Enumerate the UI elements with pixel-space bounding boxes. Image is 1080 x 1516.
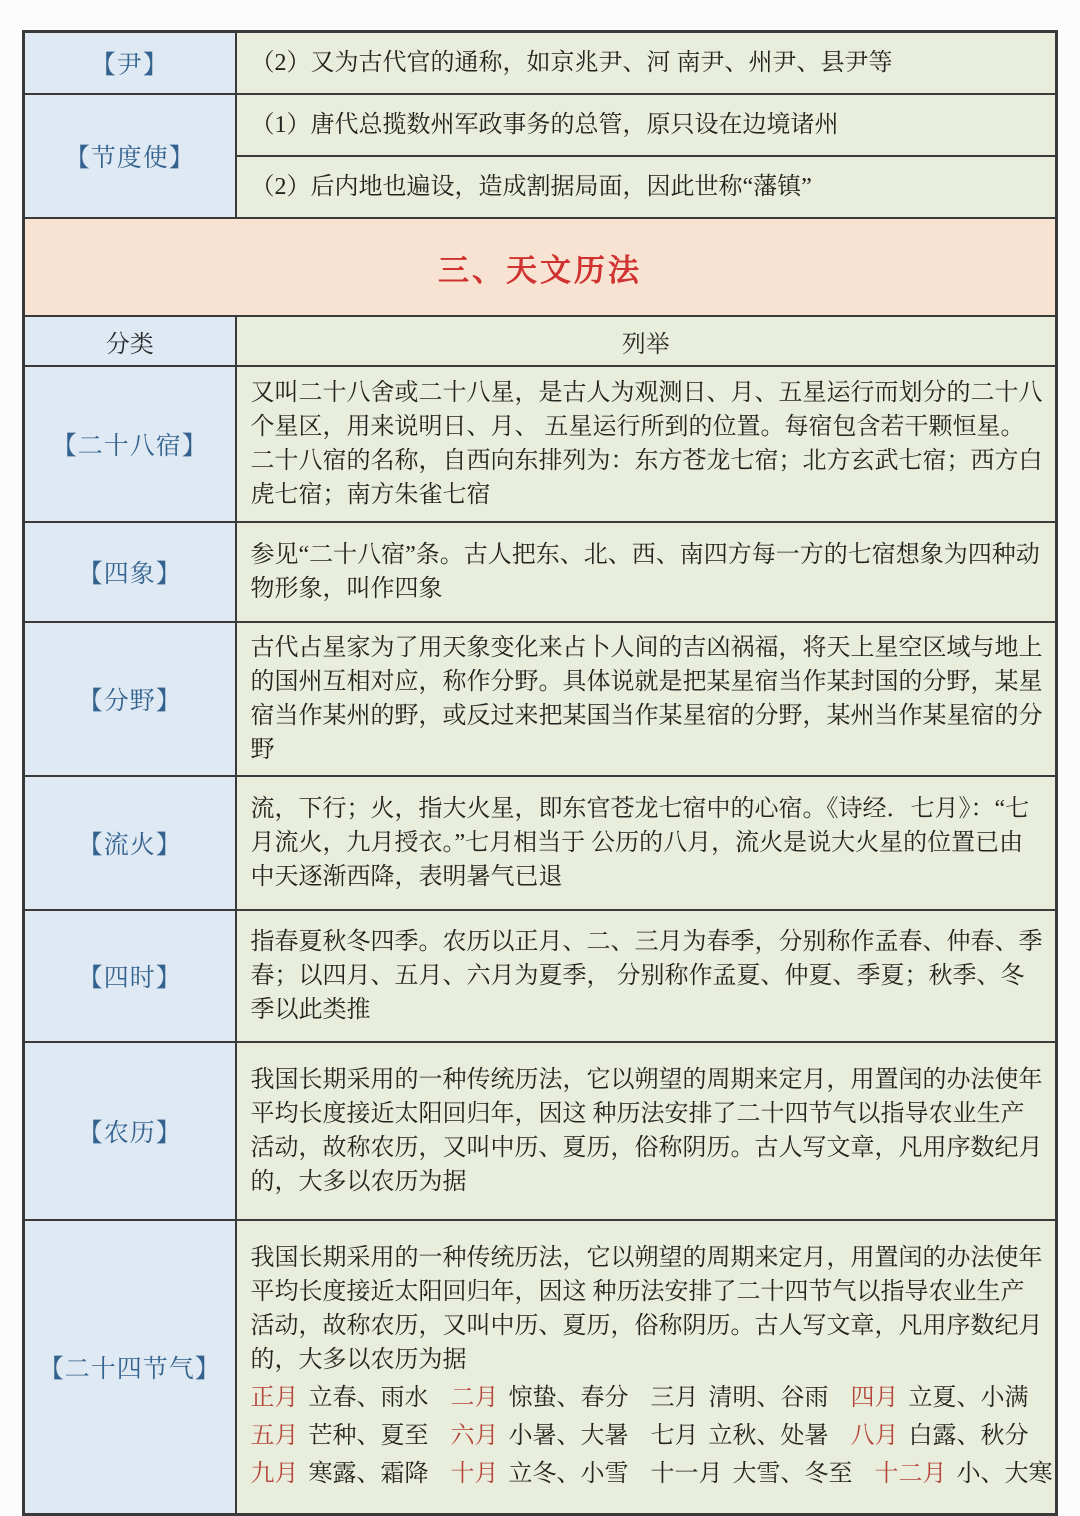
table-header-row	[24, 316, 1057, 366]
table-row-sixiang	[24, 522, 1057, 622]
month-name: 正月	[250, 1385, 299, 1411]
month-terms: 白露、秋分	[908, 1423, 1029, 1449]
month-group	[251, 1423, 429, 1449]
month-name: 九月	[250, 1461, 299, 1487]
table-row-yin	[24, 32, 1057, 95]
term-text: 我国长期采用的一种传统历法，它以朔望的周期来定月，用置闰的办法使年平均长度接近太阳回归年，因这 种历法安排了二十四节气以指导农业生产活动，故称农历，又叫中历、夏历，俗称阴历。古人写文章，凡用序数纪月的，大多以农历为据	[236, 1042, 1057, 1220]
term-text-jiedushi-1: （1）唐代总揽数州军政事务的总管，原只设在边境诸州	[236, 94, 1057, 156]
month-terms: 惊蛰、春分	[508, 1385, 629, 1411]
term-text-jieqi	[236, 1220, 1057, 1515]
table-row-sishi	[24, 910, 1057, 1042]
table-row-fenye	[24, 622, 1057, 776]
month-terms: 小暑、大暑	[508, 1423, 629, 1449]
month-group	[451, 1385, 629, 1411]
section-title: 三、天文历法	[24, 218, 1057, 316]
month-group	[651, 1461, 853, 1487]
month-terms: 寒露、霜降	[308, 1461, 429, 1487]
table-row-ershibasu	[24, 366, 1057, 522]
month-name: 十一月	[650, 1461, 723, 1487]
term-label: 【分野】	[24, 622, 236, 776]
month-name: 二月	[450, 1385, 499, 1411]
month-group	[451, 1423, 629, 1449]
month-terms: 清明、谷雨	[708, 1385, 829, 1411]
month-group	[251, 1461, 429, 1487]
table-row-jiedushi-1	[24, 94, 1057, 156]
month-name: 七月	[650, 1423, 699, 1449]
term-label-jiedushi: 【节度使】	[24, 94, 236, 218]
month-group	[251, 1385, 429, 1411]
month-name: 五月	[250, 1423, 299, 1449]
month-name: 十月	[450, 1461, 499, 1487]
term-label: 【流火】	[24, 776, 236, 910]
term-label: 【农历】	[24, 1042, 236, 1220]
month-group	[851, 1423, 1029, 1449]
month-group	[651, 1423, 829, 1449]
month-name: 六月	[450, 1423, 499, 1449]
term-text: 又叫二十八舍或二十八星，是古人为观测日、月、五星运行而划分的二十八个星区，用来说明日、月、 五星运行所到的位置。每宿包含若干颗恒星。二十八宿的名称，自西向东排列为：东方苍龙七宿；北方玄武七宿；西方白虎七宿；南方朱雀七宿	[236, 366, 1057, 522]
term-text-jiedushi-2: （2）后内地也遍设，造成割据局面，因此世称“藩镇”	[236, 156, 1057, 218]
month-terms: 立春、雨水	[308, 1385, 429, 1411]
table-row-nongli	[24, 1042, 1057, 1220]
month-terms: 芒种、夏至	[308, 1423, 429, 1449]
jieqi-month-list	[250, 1379, 1053, 1493]
jieqi-line-2	[251, 1417, 1046, 1455]
term-label: 【二十八宿】	[24, 366, 236, 522]
month-terms: 大雪、冬至	[732, 1461, 853, 1487]
month-terms: 立秋、处暑	[708, 1423, 829, 1449]
month-name: 八月	[850, 1423, 899, 1449]
terms-table	[22, 30, 1058, 1516]
term-text-yin: （2）又为古代官的通称，如京兆尹、河 南尹、州尹、县尹等	[236, 32, 1057, 95]
term-label-jieqi: 【二十四节气】	[24, 1220, 236, 1515]
term-label: 【四象】	[24, 522, 236, 622]
month-terms: 立夏、小满	[908, 1385, 1029, 1411]
month-group	[851, 1385, 1029, 1411]
jieqi-line-1	[251, 1379, 1046, 1417]
table-row-jieqi	[24, 1220, 1057, 1515]
term-text: 参见“二十八宿”条。古人把东、北、西、南四方每一方的七宿想象为四种动物形象，叫作四象	[236, 522, 1057, 622]
month-terms: 小、大寒	[956, 1461, 1053, 1487]
term-text: 指春夏秋冬四季。农历以正月、二、三月为春季，分别称作孟春、仲春、季春；以四月、五月、六月为夏季， 分别称作孟夏、仲夏、季夏；秋季、冬季以此类推	[236, 910, 1057, 1042]
month-name: 三月	[650, 1385, 699, 1411]
month-group	[451, 1461, 629, 1487]
term-text: 流，下行；火，指大火星，即东官苍龙七宿中的心宿。《诗经．七月》：“七月流火，九月授衣。”七月相当于 公历的八月，流火是说大火星的位置已由中天逐渐西降，表明暑气已退	[236, 776, 1057, 910]
term-label: 【四时】	[24, 910, 236, 1042]
month-terms: 立冬、小雪	[508, 1461, 629, 1487]
month-group	[875, 1461, 1053, 1487]
jieqi-line-3	[250, 1455, 1053, 1493]
section-banner-row	[24, 218, 1057, 316]
column-header-category: 分类	[24, 316, 236, 366]
term-label-yin: 【尹】	[24, 32, 236, 95]
jieqi-intro-paragraph: 我国长期采用的一种传统历法，它以朔望的周期来定月，用置闰的办法使年平均长度接近太阳回归年，因这 种历法安排了二十四节气以指导农业生产活动，故称农历，又叫中历、夏历，俗称阴历。古人写文章，凡用序数纪月的，大多以农历为据	[250, 1245, 1043, 1373]
month-name: 十二月	[874, 1461, 947, 1487]
month-group	[651, 1385, 829, 1411]
table-row-liuhuo	[24, 776, 1057, 910]
column-header-examples: 列举	[236, 316, 1057, 366]
month-name: 四月	[850, 1385, 899, 1411]
term-text: 古代占星家为了用天象变化来占卜人间的吉凶祸福，将天上星空区域与地上的国州互相对应，称作分野。具体说就是把某星宿当作某封国的分野，某星宿当作某州的野，或反过来把某国当作某星宿的分野，某州当作某星宿的分野	[236, 622, 1057, 776]
